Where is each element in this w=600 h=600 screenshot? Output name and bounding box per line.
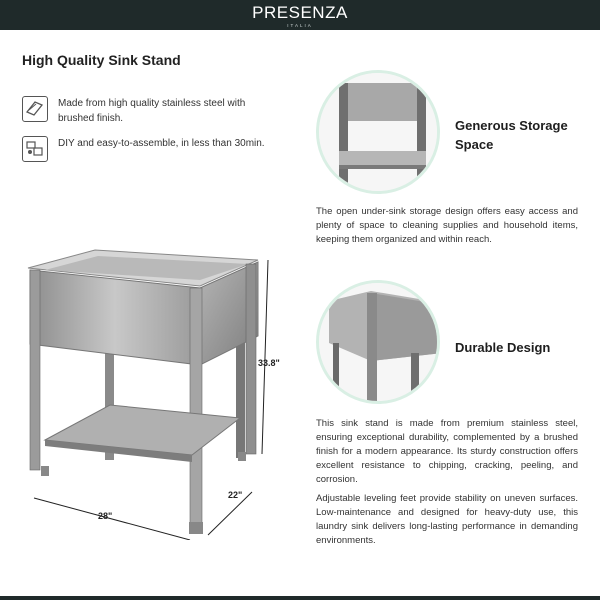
- durable-closeup-image: [316, 280, 440, 404]
- feature-steel: [22, 96, 272, 126]
- header-bar: [0, 0, 600, 30]
- dimension-width: 28": [98, 511, 113, 521]
- sink-stand-image: [0, 240, 300, 540]
- footer-bar: [0, 596, 600, 600]
- page-title: High Quality Sink Stand: [22, 52, 181, 68]
- brand-logo: PRESENZA: [252, 3, 348, 22]
- dimension-height: 33.8": [258, 358, 280, 368]
- feature-steel-text: Made from high quality stainless steel with brushed finish.: [58, 98, 246, 124]
- assembly-icon: [22, 136, 48, 162]
- dimension-depth: 22": [228, 490, 243, 500]
- durable-title: Durable Design: [455, 340, 551, 355]
- durable-paragraph-2: Adjustable leveling feet provide stability on uneven surfaces. Low-maintenance and designed for heavy-duty use, this laundry sink delivers long-lasting performance in demanding environments.: [316, 493, 578, 546]
- feature-assembly: [22, 136, 272, 162]
- storage-closeup-image: [316, 70, 440, 194]
- steel-sheet-icon: [22, 96, 48, 122]
- storage-title: Generous Storage Space: [455, 118, 568, 152]
- durable-paragraph-1: This sink stand is made from premium stainless steel, ensuring exceptional durability, complemented by a brushed finish for a modern appearance. Its sturdy construction offers excellent resistance to chipping, cracking, peeling, and corrosion.: [316, 418, 578, 485]
- storage-paragraph: The open under-sink storage design offers easy access and plenty of space to cleaning supplies and household items, keeping them organized and within reach.: [316, 206, 578, 245]
- feature-assembly-text: DIY and easy-to-assemble, in less than 30min.: [58, 138, 265, 149]
- brand-subtitle: ITALIA: [287, 23, 313, 28]
